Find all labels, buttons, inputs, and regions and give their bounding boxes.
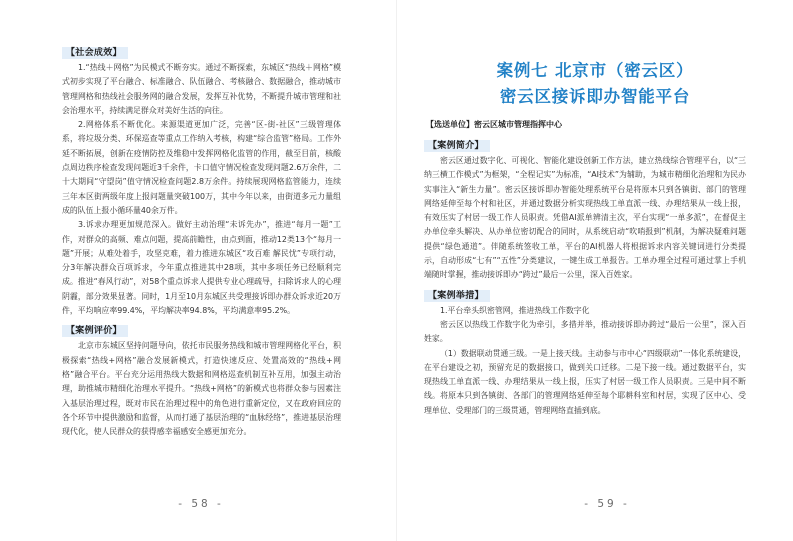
- left-page-number: - 58 -: [178, 498, 224, 510]
- case-title-line-2: 密云区接诉即办智能平台: [499, 87, 691, 106]
- evaluation-heading: 【案例评价】: [62, 325, 128, 337]
- measures-paragraph-3: （1）数据联动贯通三级。一是上接天线。主动参与市中心“四级联动”一体化系统建设，在平台建设之初，预留充足的数据接口，做到关口迁移。二是下接一线。通过数据平台，实现热线工单直派一线、办理结果从一线上报，压实了村居一级工作人员职责。三是中间不断线。将原本只到各镇街、各部门的管理网络延伸至每个耶耕科室和村居，实现了区中心、受理单位、受理部门的三级贯通，管理网络直插到底。: [424, 348, 746, 415]
- results-paragraph-3: 3.诉求办理更加规范深入。做好主动治理“未诉先办”，推进“每月一题”工作，对群众的高频、难点问题，提高前瞻性，由点到面，推动12类13个“每月一题”开展；从难处着手，攻坚克难，着力推进东城区“攻百难 解民忧”专项行动，分3年解决群众百项诉求，今年重点推进其中28项，其中多项任务已经顺利完成。推进“春风行动”，对58个重点诉求人提供专业心理疏导，扫除诉求人的心理阴霾，部分效果显著。同时，1月至10月东城区共受理接诉即办群众诉求近20万件，平均响应率99.4%，平均解决率94.8%，平均满意率95.2%。: [62, 220, 341, 316]
- results-heading: 【社会成效】: [62, 47, 128, 59]
- measures-paragraph-1: 1.平台牵头织密管网，推进热线工作数字化: [440, 305, 590, 315]
- results-paragraph-2: 2.网格体系不断优化。来源渠道更加广泛，完善“区-街-社区”三级管理体系，将垃圾分类、环保巡查等重点工作纳入考核，构建“综合监管”格局。工作外延不断拓展，创新在疫情防控及维稳中发挥网格化监管的作用，截至目前，核酸点周边秩序检查发现问题近3千余件，卡口值守情况检查发现问题2.6万余件，二十大期间“守望岗”值守情况检查问题2.8万余件。持续展现网格监管能力，连续三年本区街两级年度上报问题量突破100万，其中今年以来，由街道多元力量组成的队伍上报小循环量40余万件。: [62, 120, 341, 215]
- right-page-number: - 59 -: [584, 498, 630, 510]
- intro-heading: 【案例简介】: [424, 140, 490, 152]
- submitting-unit: 【选送单位】密云区城市管理指挥中心: [426, 120, 562, 129]
- measures-heading: 【案例举措】: [424, 290, 490, 302]
- results-paragraph-1: 1.“热线＋网格”为民模式不断夯实。通过不断探索，东城区“热线＋网格”模式初步实现了平台融合、标准融合、队伍融合、考核融合、数据融合，推动城市管理网格和热线社会服务网的融合发展，发挥互补优势，不断提升城市管理和社会治理水平，持续满足群众对美好生活的向往。: [62, 63, 341, 115]
- left-page: [0, 0, 396, 541]
- evaluation-paragraph-1: 北京市东城区坚持问题导向，依托市民服务热线和城市管理网格化平台，积极探索“热线+网格”融合发展新模式，打造快速反应、处置高效的“热线+网格”融合平台。平台充分运用热线大数据和网格巡查机制互补互用，加强主动治理，助推城市精细化治理水平提升。“热线+网格”的新模式也将群众参与因素注入基层治理过程，既对市民在治理过程中的角色进行重新定位，又在政府回应的各个环节中提供激励和监督，从而打通了基层治理的“血脉经络”，推进基层治理现代化，使人民群众的获得感幸福感安全感更加充分。: [62, 341, 341, 437]
- intro-paragraph-1: 密云区通过数字化、可视化、智能化建设创新工作方法，建立热线综合管理平台，以“三纳三横工作模式”为框架，“全程记实”为标准，“AI技术”为辅助，为城市精细化治理和为民办实事注入“新生力量”。密云区接诉即办智能处理系统平台是将原本只到各镇街、部门的管理网络延伸至每个村和社区，并通过数据分析实现热线工单直派一线、办理结果从一线上报，有效压实了村居一级工作人员职责。凭借AI派单辨清主次，平台实现“一单多派”，在督促主办单位牵头解决、从办单位密切配合的同时，从系统启动“吹哨报到”机制，为解决疑难问题提供“绿色通道”。伴随系统签收工单，平台的AI机器人将根据诉求内容关键词进行分类提示，自动形成“七有”“五性”分类建议，一键生成工单报告。工单办理全过程可通过掌上手机端随时掌握，推动接诉即办“跨过”最后一公里，深入百姓家。: [424, 156, 746, 280]
- right-column: [424, 118, 746, 418]
- right-page: [397, 0, 793, 541]
- left-column: [62, 40, 341, 439]
- measures-paragraph-2: 密云区以热线工作数字化为牵引，多措并举，推动接诉即办跨过“最后一公里”，深入百姓家。: [424, 319, 746, 344]
- case-title-line-1: 案例七 北京市（密云区）: [496, 61, 694, 80]
